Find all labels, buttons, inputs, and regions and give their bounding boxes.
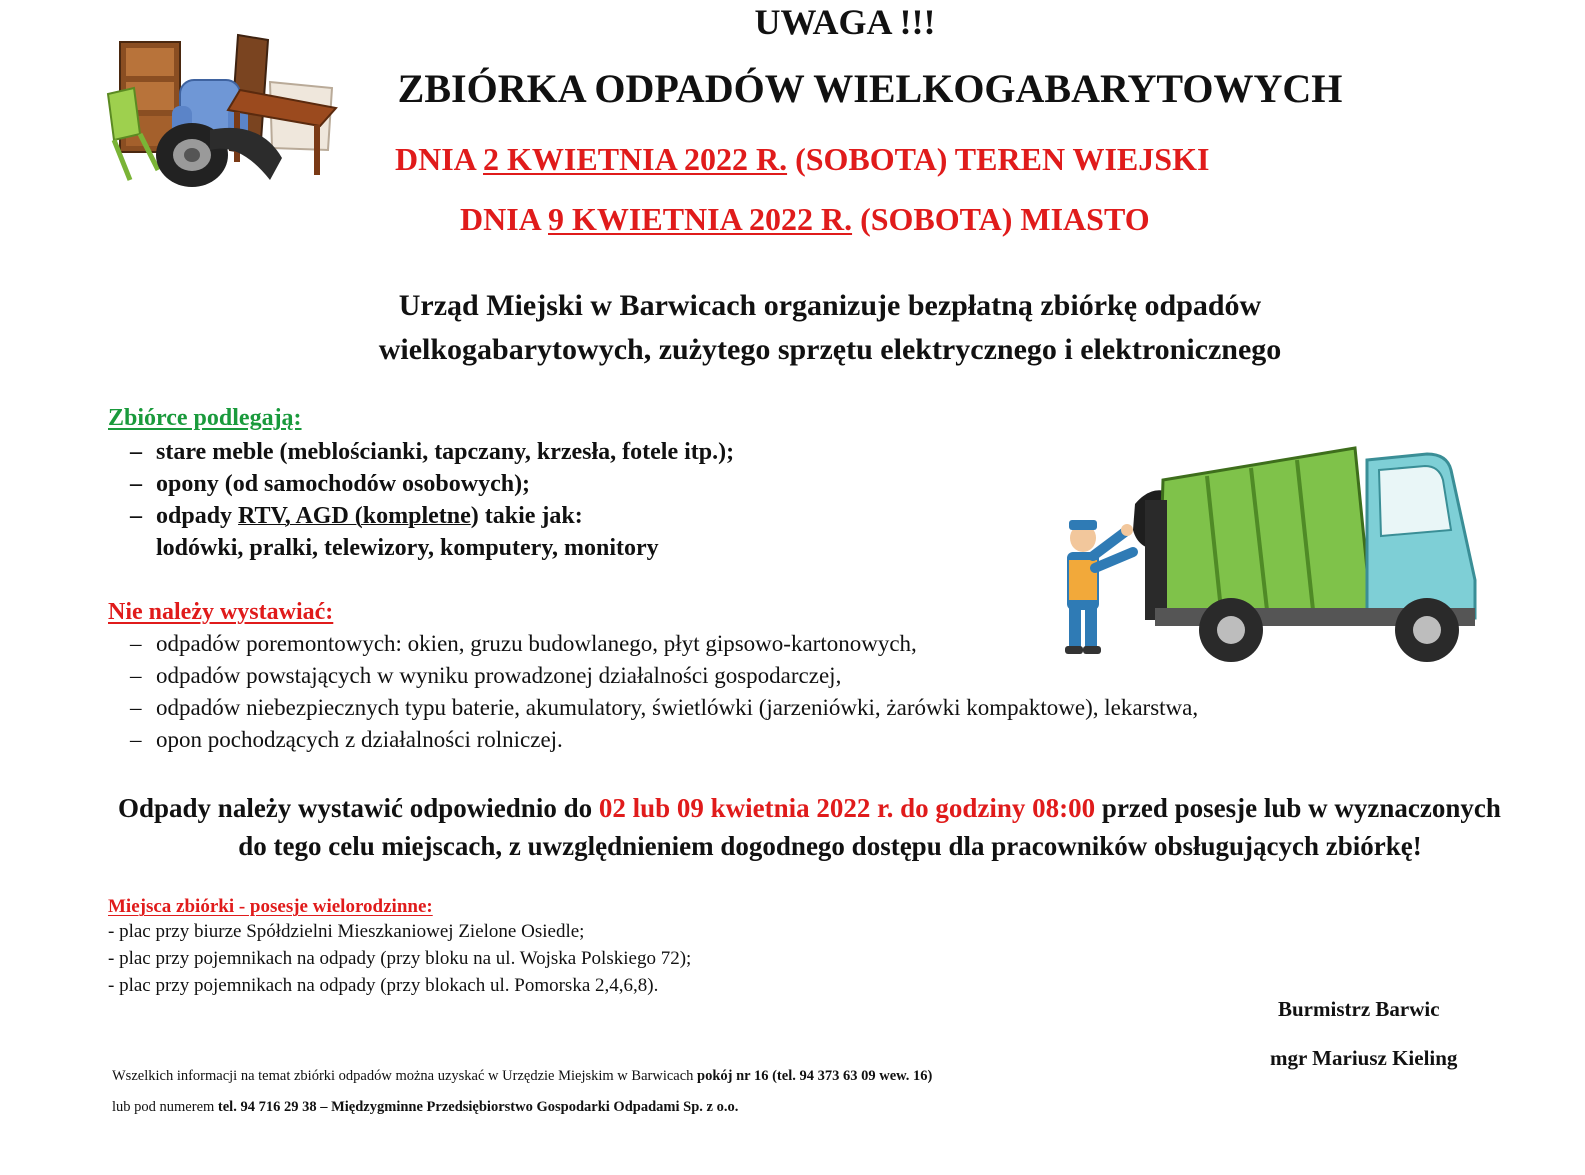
intro-line-2: wielkogabarytowych, zużytego sprzętu elektrycznego i elektronicznego — [378, 333, 1282, 366]
accepted-item-prefix: odpady — [156, 503, 239, 529]
date-rural-prefix: DNIA — [395, 141, 484, 177]
deadline-line-1 — [90, 790, 1570, 826]
footer-line-2-phone: tel. 94 716 29 38 – Międzygminne Przedsiębiorstwo Gospodarki Odpadami Sp. z o.o. — [217, 1099, 739, 1115]
accepted-item-examples: lodówki, pralki, telewizory, komputery, monitory — [156, 535, 659, 561]
rejected-item: – odpadów powstających w wyniku prowadzonej działalności gospodarczej, — [108, 660, 1198, 692]
rejected-heading: Nie należy wystawiać: — [108, 599, 334, 625]
date-city-date: 9 KWIETNIA 2022 R. — [548, 201, 853, 237]
footer-line-1-phone: pokój nr 16 (tel. 94 373 63 09 wew. 16) — [697, 1068, 933, 1084]
footer-line-1-text: Wszelkich informacji na temat zbiórki odpadów można uzyskać w Urzędzie Miejskim w Barwicach — [112, 1068, 698, 1084]
deadline-notice — [90, 790, 1570, 864]
notice-subtitle: ZBIÓRKA ODPADÓW WIELKOGABARYTOWYCH — [397, 66, 1343, 111]
accepted-item-rtv-agd: RTV, AGD (kompletne — [238, 503, 471, 529]
deadline-highlight: 02 lub 09 kwietnia 2022 r. do godziny 08:00 — [598, 793, 1096, 823]
places-list — [108, 918, 691, 999]
date-city-prefix: DNIA — [460, 201, 549, 237]
accepted-item: – stare meble (meblościanki, tapczany, krzesła, fotele itp.); — [108, 436, 734, 468]
notice-title: UWAGA !!! — [754, 2, 936, 42]
date-city — [460, 198, 1150, 240]
garbage-truck-illustration — [1055, 440, 1480, 670]
accepted-item — [108, 500, 734, 532]
footer-info — [112, 1066, 932, 1086]
deadline-post: przed posesje lub w wyznaczonych — [1095, 793, 1501, 823]
intro-text — [250, 284, 1410, 372]
accepted-heading: Zbiórce podlegają: — [108, 405, 302, 431]
date-city-suffix: (SOBOTA) MIASTO — [852, 201, 1150, 237]
rejected-item: – odpadów niebezpiecznych typu baterie, akumulatory, świetlówki (jarzeniówki, żarówki kompaktowe), lekarstwa, — [108, 692, 1198, 724]
date-rural — [395, 138, 1209, 180]
signature-name: mgr Mariusz Kieling — [1270, 1046, 1458, 1070]
deadline-pre: Odpady należy wystawić odpowiednio do — [118, 793, 599, 823]
footer-info-2 — [112, 1097, 738, 1117]
deadline-line-2: do tego celu miejscach, z uwzględnieniem dogodnego dostępu dla pracowników obsługujących zbiórkę! — [238, 831, 1422, 861]
accepted-item-continued — [108, 532, 734, 564]
places-heading: Miejsca zbiórki - posesje wielorodzinne: — [108, 896, 433, 917]
places-item: - plac przy biurze Spółdzielni Mieszkaniowej Zielone Osiedle; — [108, 921, 585, 942]
date-rural-suffix: (SOBOTA) TEREN WIEJSKI — [787, 141, 1210, 177]
signature-title: Burmistrz Barwic — [1278, 997, 1440, 1021]
rejected-list — [108, 628, 1198, 756]
footer-line-2-text: lub pod numerem — [112, 1099, 218, 1115]
furniture-illustration — [100, 30, 340, 195]
intro-line-1: Urząd Miejski w Barwicach organizuje bezpłatną zbiórkę odpadów — [398, 289, 1262, 322]
accepted-item: – opony (od samochodów osobowych); — [108, 468, 734, 500]
accepted-list — [108, 436, 734, 564]
rejected-item: – opon pochodzących z działalności rolniczej. — [108, 724, 1198, 756]
date-rural-date: 2 KWIETNIA 2022 R. — [483, 141, 788, 177]
rejected-item: – odpadów poremontowych: okien, gruzu budowlanego, płyt gipsowo-kartonowych, — [108, 628, 1198, 660]
accepted-item-suffix: ) takie jak: — [470, 503, 583, 529]
places-item: - plac przy pojemnikach na odpady (przy bloku na ul. Wojska Polskiego 72); — [108, 948, 692, 969]
worker-illustration — [1065, 520, 1133, 654]
places-item: - plac przy pojemnikach na odpady (przy blokach ul. Pomorska 2,4,6,8). — [108, 975, 659, 996]
